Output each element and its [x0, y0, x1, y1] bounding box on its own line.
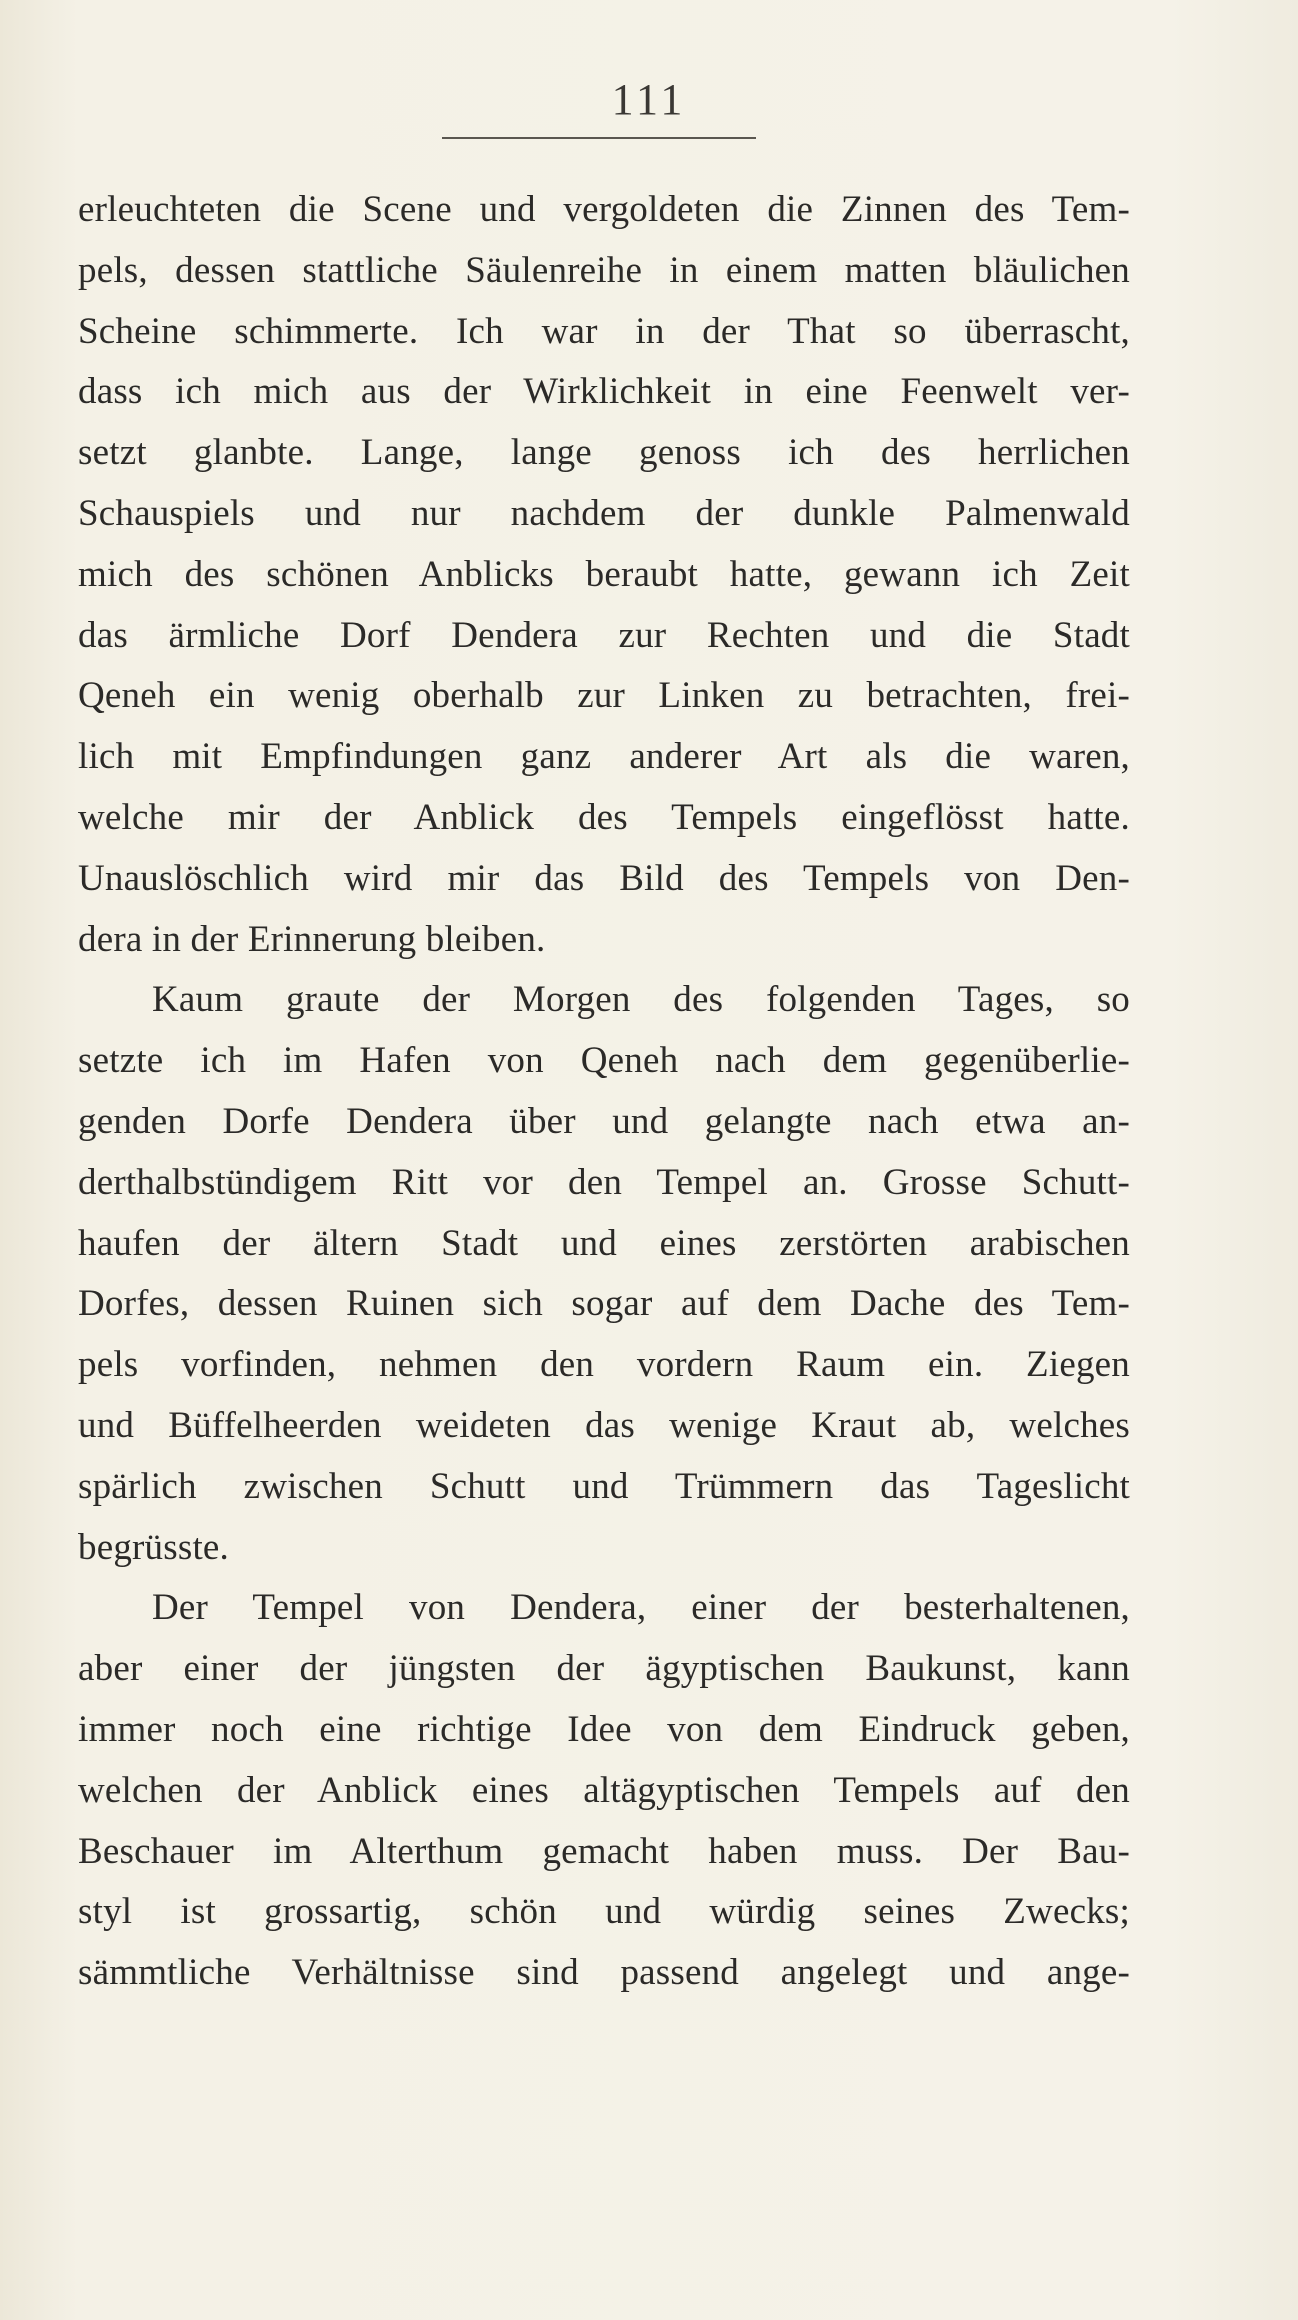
- text-line: dass ich mich aus der Wirklichkeit in eine Feenwelt ver-: [78, 371, 1130, 413]
- paragraph-last-line: dera in der Erinnerung bleiben.: [78, 918, 546, 960]
- text-line: lich mit Empfindungen ganz anderer Art als die waren,: [78, 736, 1130, 778]
- body-text: [78, 180, 1130, 2004]
- text-line: sämmtliche Verhältnisse sind passend angelegt und ange-: [78, 1952, 1130, 1994]
- text-line: spärlich zwischen Schutt und Trümmern das Tageslicht: [78, 1465, 1130, 1507]
- text-line: das ärmliche Dorf Dendera zur Rechten und die Stadt: [78, 614, 1130, 656]
- text-line: erleuchteten die Scene und vergoldeten die Zinnen des Tem-: [78, 189, 1130, 230]
- text-line: haufen der ältern Stadt und eines zerstörten arabischen: [78, 1222, 1130, 1264]
- text-line: setzt glanbte. Lange, lange genoss ich des herrlichen: [78, 432, 1130, 474]
- text-line: welchen der Anblick eines altägyptischen Tempels auf den: [78, 1769, 1130, 1811]
- text-line: Dorfes, dessen Ruinen sich sogar auf dem Dache des Tem-: [78, 1283, 1130, 1325]
- paragraph-last-line: begrüsste.: [78, 1526, 229, 1568]
- page-number: 111: [611, 75, 687, 124]
- text-line: und Büffelheerden weideten das wenige Kraut ab, welches: [78, 1404, 1130, 1446]
- text-line: pels vorfinden, nehmen den vordern Raum ein. Ziegen: [78, 1344, 1130, 1386]
- text-line: aber einer der jüngsten der ägyptischen Baukunst, kann: [78, 1648, 1130, 1690]
- text-line: welche mir der Anblick des Tempels eingeflösst hatte.: [78, 796, 1130, 838]
- text-line: Qeneh ein wenig oberhalb zur Linken zu betrachten, frei-: [78, 675, 1130, 717]
- text-line: mich des schönen Anblicks beraubt hatte, gewann ich Zeit: [78, 553, 1130, 595]
- text-line: Schauspiels und nur nachdem der dunkle Palmenwald: [78, 492, 1130, 534]
- header-rule: [442, 137, 756, 139]
- text-line: immer noch eine richtige Idee von dem Eindruck geben,: [78, 1708, 1130, 1750]
- text-line: pels, dessen stattliche Säulenreihe in einem matten bläulichen: [78, 249, 1130, 291]
- text-line: genden Dorfe Dendera über und gelangte nach etwa an-: [78, 1100, 1130, 1142]
- text-line: Unauslöschlich wird mir das Bild des Tempels von Den-: [78, 857, 1130, 899]
- text-line: Beschauer im Alterthum gemacht haben muss. Der Bau-: [78, 1830, 1130, 1872]
- text-line: styl ist grossartig, schön und würdig seines Zwecks;: [78, 1891, 1130, 1933]
- text-line: derthalbstündigem Ritt vor den Tempel an. Grosse Schutt-: [78, 1161, 1130, 1203]
- paragraph-first-line: Kaum graute der Morgen des folgenden Tages, so: [152, 979, 1130, 1021]
- text-line: Scheine schimmerte. Ich war in der That so überrascht,: [78, 310, 1130, 352]
- paragraph-first-line: Der Tempel von Dendera, einer der besterhaltenen,: [152, 1587, 1130, 1629]
- text-line: setzte ich im Hafen von Qeneh nach dem gegenüberlie-: [78, 1040, 1130, 1082]
